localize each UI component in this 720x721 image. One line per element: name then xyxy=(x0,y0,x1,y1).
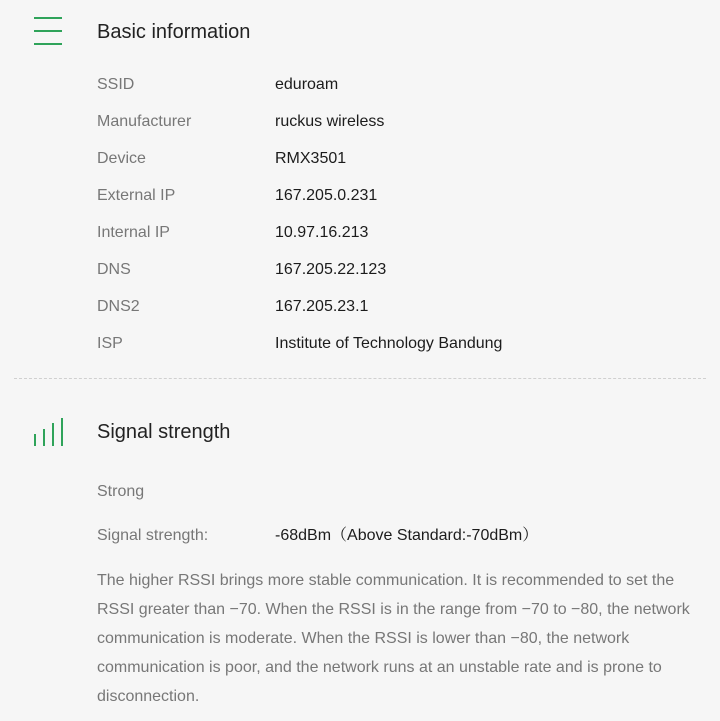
info-row-external-ip xyxy=(97,184,697,208)
info-label: Device xyxy=(97,150,146,167)
basic-info-header xyxy=(0,12,720,52)
info-label: ISP xyxy=(97,335,123,352)
info-row-dns xyxy=(97,258,697,282)
signal-quality-text: Strong xyxy=(97,483,145,500)
section-divider xyxy=(14,378,706,379)
info-value: RMX3501 xyxy=(275,150,347,167)
info-row-device xyxy=(97,147,697,171)
info-row-signal-strength xyxy=(97,524,697,548)
rssi-description: The higher RSSI brings more stable communication. It is recommended to set the RSSI greater than −70. When the RSSI is in the range from −70 to −80, the network communication is moderate. When the RSSI is lower than −80, the network communication is poor, and the network runs at an unstable rate and is prone to disconnection. xyxy=(97,572,690,705)
info-value: 167.205.23.1 xyxy=(275,298,369,315)
signal-bars-icon xyxy=(34,418,64,451)
list-icon xyxy=(34,17,62,52)
info-row-isp xyxy=(97,332,697,356)
info-label: Signal strength: xyxy=(97,527,209,544)
signal-strength-value: -68dBm（Above Standard:-70dBm） xyxy=(275,527,539,544)
info-value: ruckus wireless xyxy=(275,113,385,130)
signal-strength-header xyxy=(0,412,720,452)
info-label: External IP xyxy=(97,187,176,204)
info-label: DNS xyxy=(97,261,131,278)
info-value: 167.205.0.231 xyxy=(275,187,378,204)
info-row-manufacturer xyxy=(97,110,697,134)
info-label: SSID xyxy=(97,76,135,93)
info-row-dns2 xyxy=(97,295,697,319)
info-row-internal-ip xyxy=(97,221,697,245)
info-label: Manufacturer xyxy=(97,113,192,130)
basic-info-title: Basic information xyxy=(97,21,251,43)
info-label: Internal IP xyxy=(97,224,170,241)
signal-strength-title: Signal strength xyxy=(97,421,231,443)
info-label: DNS2 xyxy=(97,298,140,315)
info-row-ssid xyxy=(97,73,697,97)
info-value: eduroam xyxy=(275,76,339,93)
info-value: 167.205.22.123 xyxy=(275,261,387,278)
info-value: 10.97.16.213 xyxy=(275,224,369,241)
info-value: Institute of Technology Bandung xyxy=(275,335,503,352)
